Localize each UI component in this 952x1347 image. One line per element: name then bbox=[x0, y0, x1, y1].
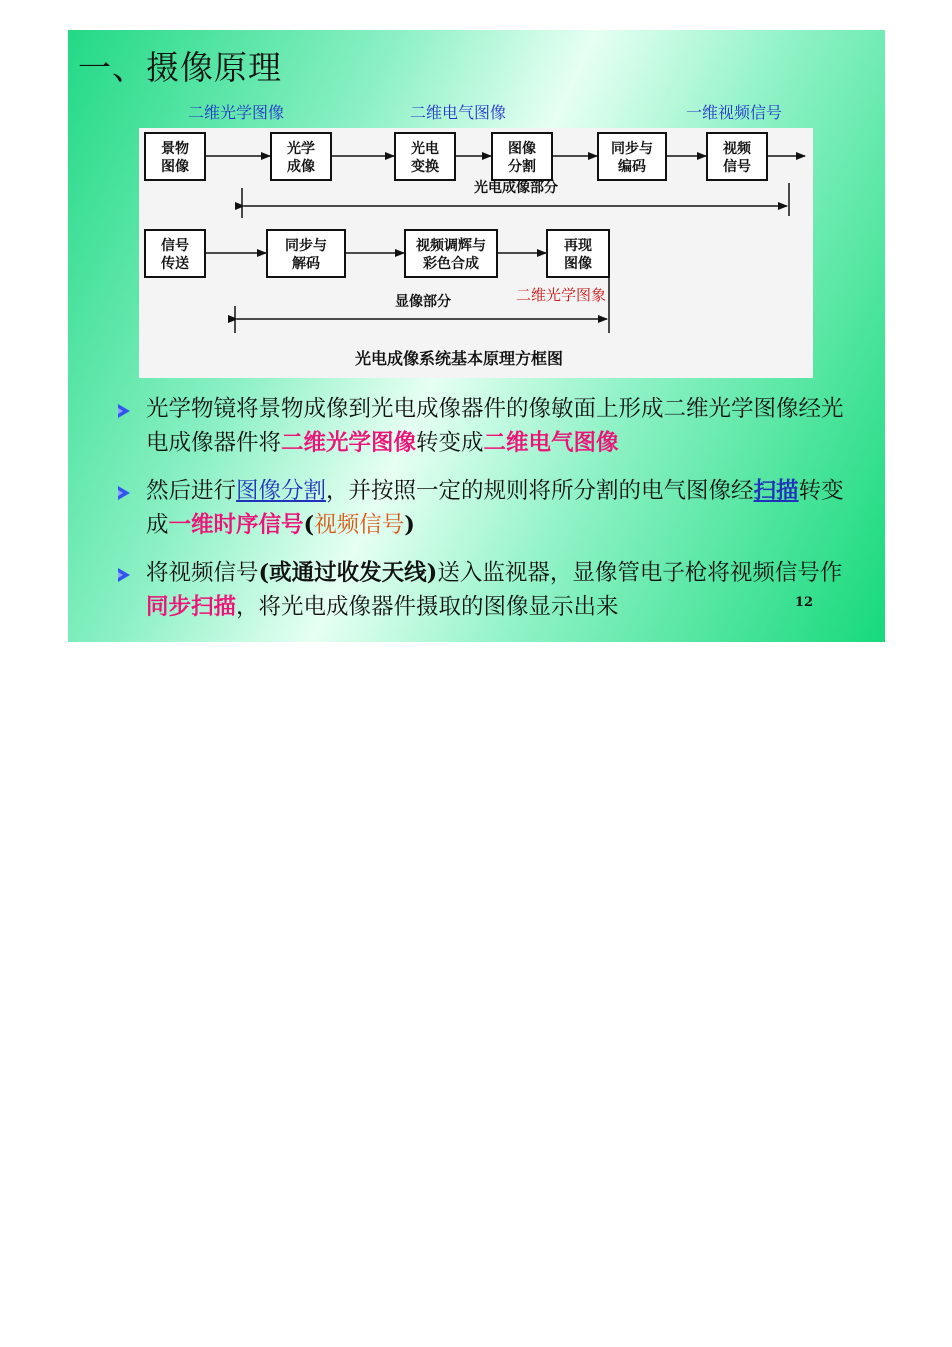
bullet-item: 光学物镜将景物成像到光电成像器件的像敏面上形成二维光学图像经光电成像器件将二维光学图像转变成二维电气图像 bbox=[116, 392, 861, 460]
highlight-text: 二维电气图像 bbox=[483, 430, 619, 456]
box-scene-image bbox=[145, 133, 205, 180]
highlight-text: 二维光学图像 bbox=[281, 430, 417, 456]
box-photoelectric-conversion bbox=[395, 133, 455, 180]
box-reproduced-image bbox=[547, 230, 609, 277]
svg-text:编码: 编码 bbox=[618, 159, 646, 175]
label-2d-electrical-image: 二维电气图像 bbox=[410, 103, 507, 122]
svg-text:解码: 解码 bbox=[292, 256, 320, 272]
svg-text:图像: 图像 bbox=[161, 159, 189, 175]
span-photoelectric-part bbox=[242, 179, 789, 218]
link-scanning[interactable]: 扫描 bbox=[753, 478, 799, 504]
svg-text:信号: 信号 bbox=[161, 238, 189, 254]
slide-title: 一、摄像原理 bbox=[78, 48, 282, 87]
arrow-bullet-icon bbox=[118, 486, 130, 500]
svg-text:同步与: 同步与 bbox=[611, 141, 653, 157]
page-number: 12 bbox=[794, 595, 813, 610]
bullet-list bbox=[116, 392, 861, 638]
svg-text:变换: 变换 bbox=[411, 159, 439, 175]
svg-text:信号: 信号 bbox=[723, 159, 751, 175]
diagram-caption: 光电成像系统基本原理方框图 bbox=[354, 349, 564, 368]
link-image-segmentation[interactable]: 图像分割 bbox=[236, 478, 327, 504]
svg-text:光学: 光学 bbox=[287, 141, 315, 157]
box-optical-imaging bbox=[271, 133, 331, 180]
box-sync-encoding bbox=[598, 133, 666, 180]
svg-text:视频: 视频 bbox=[723, 141, 751, 157]
highlight-text: 同步扫描 bbox=[146, 594, 237, 620]
svg-text:传送: 传送 bbox=[161, 256, 189, 272]
svg-text:景物: 景物 bbox=[161, 141, 189, 157]
svg-text:光电成像部分: 光电成像部分 bbox=[474, 180, 558, 196]
highlight-text: 一维时序信号 bbox=[168, 512, 304, 538]
box-sync-decoding bbox=[267, 230, 345, 277]
box-signal-transmission bbox=[145, 230, 205, 277]
box-video-modulation-color bbox=[405, 230, 497, 277]
bullet-item: 将视频信号(或通过收发天线)送入监视器，显像管电子枪将视频信号作同步扫描，将光电成像器件摄取的图像显示出来 bbox=[116, 556, 861, 624]
svg-text:再现: 再现 bbox=[564, 238, 592, 254]
block-diagram bbox=[139, 128, 813, 378]
box-video-signal bbox=[707, 133, 767, 180]
arrow-bullet-icon bbox=[118, 404, 130, 418]
svg-text:视频调辉与: 视频调辉与 bbox=[416, 238, 486, 254]
svg-text:成像: 成像 bbox=[287, 159, 315, 175]
svg-text:同步与: 同步与 bbox=[285, 238, 327, 254]
svg-text:图像: 图像 bbox=[564, 256, 592, 272]
svg-text:光电: 光电 bbox=[411, 141, 439, 157]
orange-text: 视频信号 bbox=[314, 512, 405, 538]
bullet-item: 然后进行图像分割，并按照一定的规则将所分割的电气图像经扫描转变成一维时序信号(视频信号) bbox=[116, 474, 861, 542]
svg-text:分割: 分割 bbox=[508, 159, 536, 175]
slide bbox=[68, 30, 885, 642]
label-2d-optical-image-red: 二维光学图象 bbox=[516, 286, 607, 304]
label-2d-optical-image: 二维光学图像 bbox=[188, 103, 285, 122]
label-1d-video-signal: 一维视频信号 bbox=[686, 103, 783, 122]
svg-text:显像部分: 显像部分 bbox=[395, 294, 451, 310]
box-image-segmentation bbox=[492, 133, 552, 180]
svg-text:图像: 图像 bbox=[508, 141, 536, 157]
block-diagram-svg bbox=[139, 128, 813, 378]
arrow-bullet-icon bbox=[118, 568, 130, 582]
svg-text:彩色合成: 彩色合成 bbox=[423, 256, 479, 272]
